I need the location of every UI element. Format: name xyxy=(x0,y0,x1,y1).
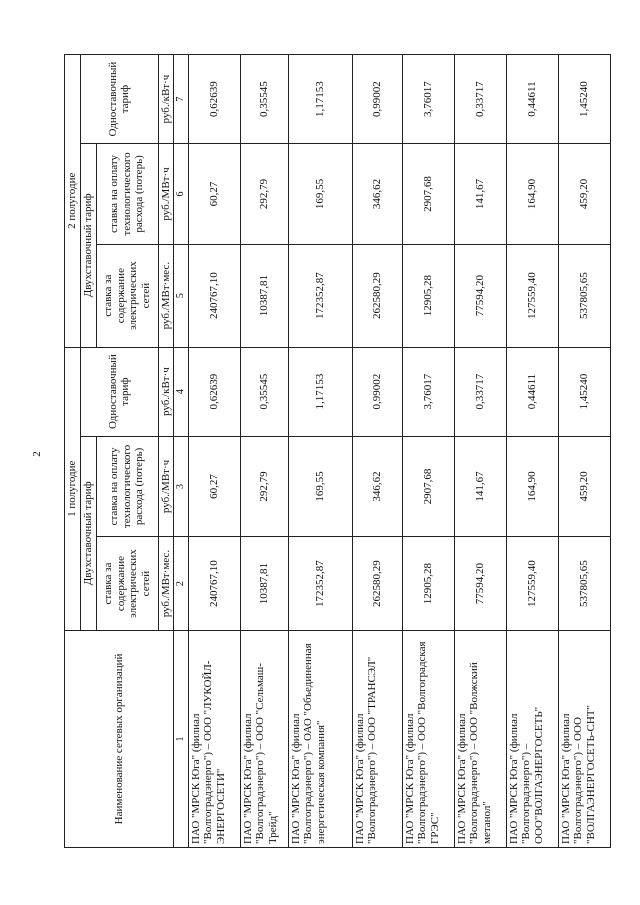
h1-single-rate: 1,45240 xyxy=(558,347,610,436)
col-number: 6 xyxy=(174,144,189,245)
col-number: 7 xyxy=(174,55,189,144)
h2-loss-rate: 346,62 xyxy=(352,144,402,245)
org-name: ПАО "МРСК Юга" (филиал "Волгоградэнерго") – ООО "Волгоградская ГРЭС" xyxy=(402,630,454,847)
col-number: 4 xyxy=(174,347,189,436)
org-name: ПАО "МРСК Юга" (филиал "Волгоградэнерго") – ООО "Волжский метанол" xyxy=(454,630,506,847)
h1-loss-rate: 2907,68 xyxy=(402,436,454,537)
table-row xyxy=(188,55,240,848)
unit-single-h1: руб./кВт·ч xyxy=(158,347,174,436)
h2-loss-rate: 2907,68 xyxy=(402,144,454,245)
h1-loss-rate: 141,67 xyxy=(454,436,506,537)
tariff-table xyxy=(64,54,611,848)
header-half1: 1 полугодие xyxy=(65,347,81,630)
h1-maintenance-rate: 10387,81 xyxy=(240,537,288,631)
h2-maintenance-rate: 537805,65 xyxy=(558,244,610,347)
header-half2: 2 полугодие xyxy=(65,55,81,348)
h1-loss-rate: 459,20 xyxy=(558,436,610,537)
header-single-h2: Одноставочный тариф xyxy=(81,55,159,144)
col-number: 2 xyxy=(174,537,189,631)
h2-maintenance-rate: 10387,81 xyxy=(240,244,288,347)
table-row xyxy=(352,55,402,848)
h2-loss-rate: 169,55 xyxy=(288,144,352,245)
h1-loss-rate: 292,79 xyxy=(240,436,288,537)
org-name: ПАО "МРСК Юга" (филиал "Волгоградэнерго") – ООО "ЛУКОЙЛ-ЭНЕРГОСЕТИ" xyxy=(188,630,240,847)
unit-loss-h1: руб./МВт·ч xyxy=(158,436,174,537)
org-name: ПАО "МРСК Юга" (филиал "Волгоградэнерго") – ООО "ВОЛГАЭНЕРГОСЕТЬ-СНТ" xyxy=(558,630,610,847)
h2-maintenance-rate: 127559,40 xyxy=(506,244,558,347)
rotated-table-container xyxy=(64,54,598,848)
h1-maintenance-rate: 262580,29 xyxy=(352,537,402,631)
unit-maint-h2: руб./МВт·мес. xyxy=(158,244,174,347)
h1-loss-rate: 346,62 xyxy=(352,436,402,537)
org-name: ПАО "МРСК Юга" (филиал "Волгоградэнерго") – ООО "Сельмаш-Трейд" xyxy=(240,630,288,847)
column-number-row xyxy=(174,55,189,848)
h2-loss-rate: 292,79 xyxy=(240,144,288,245)
h1-single-rate: 0,99002 xyxy=(352,347,402,436)
header-loss-h1: ставка на оплату технологического расхода (потерь) xyxy=(96,436,158,537)
table-row xyxy=(240,55,288,848)
h2-single-rate: 1,45240 xyxy=(558,55,610,144)
h2-loss-rate: 141,67 xyxy=(454,144,506,245)
org-name: ПАО "МРСК Юга" (филиал "Волгоградэнерго") – ООО"ВОЛГАЭНЕРГОСЕТЬ" xyxy=(506,630,558,847)
h2-loss-rate: 459,20 xyxy=(558,144,610,245)
h1-maintenance-rate: 240767,10 xyxy=(188,537,240,631)
header-row-1 xyxy=(65,55,81,848)
h2-single-rate: 1,17153 xyxy=(288,55,352,144)
col-number: 1 xyxy=(174,630,189,847)
unit-maint-h1: руб./МВт·мес. xyxy=(158,537,174,631)
header-two-part-h1: Двухставочный тариф xyxy=(81,436,97,630)
h1-single-rate: 3,76017 xyxy=(402,347,454,436)
col-number: 3 xyxy=(174,436,189,537)
table-row xyxy=(558,55,610,848)
header-org-name: Наименование сетевых организаций xyxy=(65,630,174,847)
table-row xyxy=(454,55,506,848)
unit-single-h2: руб./кВт·ч xyxy=(158,55,174,144)
h2-loss-rate: 60,27 xyxy=(188,144,240,245)
header-loss-h2: ставка на оплату технологического расхода (потерь) xyxy=(96,144,158,245)
h1-maintenance-rate: 172352,87 xyxy=(288,537,352,631)
h2-single-rate: 3,76017 xyxy=(402,55,454,144)
h2-single-rate: 0,62639 xyxy=(188,55,240,144)
h1-maintenance-rate: 537805,65 xyxy=(558,537,610,631)
h1-loss-rate: 60,27 xyxy=(188,436,240,537)
h2-single-rate: 0,44611 xyxy=(506,55,558,144)
h1-loss-rate: 169,55 xyxy=(288,436,352,537)
h2-maintenance-rate: 77594,20 xyxy=(454,244,506,347)
h1-maintenance-rate: 12905,28 xyxy=(402,537,454,631)
h2-maintenance-rate: 172352,87 xyxy=(288,244,352,347)
header-maint-h2: ставка за содержание электрических сетей xyxy=(96,244,158,347)
h1-single-rate: 0,35545 xyxy=(240,347,288,436)
h1-maintenance-rate: 127559,40 xyxy=(506,537,558,631)
table-row xyxy=(402,55,454,848)
h2-loss-rate: 164,90 xyxy=(506,144,558,245)
h1-single-rate: 0,33717 xyxy=(454,347,506,436)
table-row xyxy=(506,55,558,848)
header-maint-h1: ставка за содержание электрических сетей xyxy=(96,537,158,631)
org-name: ПАО "МРСК Юга" (филиал "Волгоградэнерго") – ОАО "Объединенная энергетическая компания" xyxy=(288,630,352,847)
org-name: ПАО "МРСК Юга" (филиал "Волгоградэнерго") – ООО "ТРАНСЭЛ" xyxy=(352,630,402,847)
unit-loss-h2: руб./МВт·ч xyxy=(158,144,174,245)
h1-maintenance-rate: 77594,20 xyxy=(454,537,506,631)
h2-maintenance-rate: 262580,29 xyxy=(352,244,402,347)
page-number: 2 xyxy=(30,451,43,457)
h2-maintenance-rate: 240767,10 xyxy=(188,244,240,347)
header-single-h1: Одноставочный тариф xyxy=(81,347,159,436)
h1-loss-rate: 164,90 xyxy=(506,436,558,537)
h2-single-rate: 0,99002 xyxy=(352,55,402,144)
h1-single-rate: 0,44611 xyxy=(506,347,558,436)
col-number: 5 xyxy=(174,244,189,347)
h1-single-rate: 0,62639 xyxy=(188,347,240,436)
h2-single-rate: 0,33717 xyxy=(454,55,506,144)
h1-single-rate: 1,17153 xyxy=(288,347,352,436)
h2-single-rate: 0,35545 xyxy=(240,55,288,144)
table-row xyxy=(288,55,352,848)
header-two-part-h2: Двухставочный тариф xyxy=(81,144,97,347)
h2-maintenance-rate: 12905,28 xyxy=(402,244,454,347)
